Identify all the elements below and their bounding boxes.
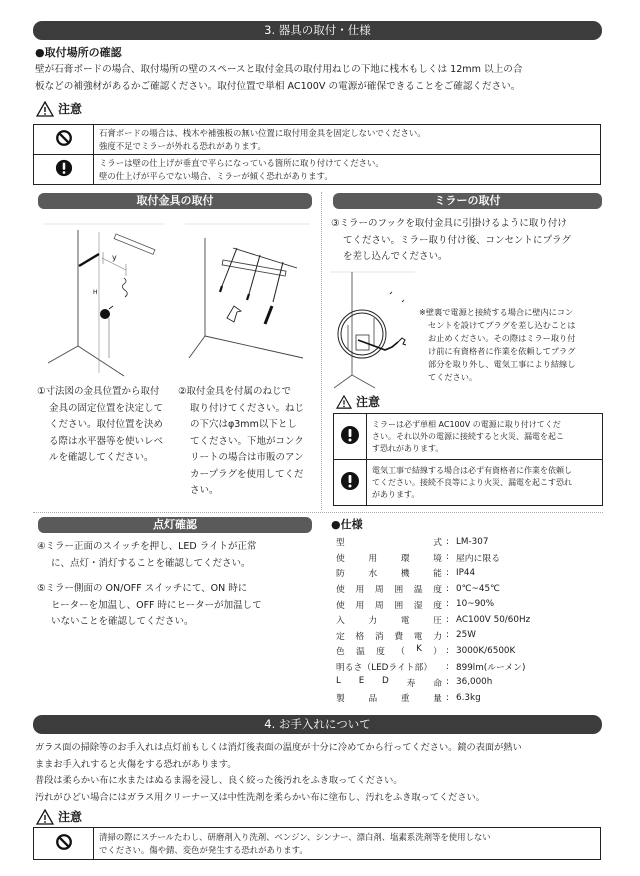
caution-line: す恐れがあります。 [372, 443, 444, 453]
caution-icon-cell [34, 155, 94, 185]
caution-title: 注意 [58, 810, 83, 824]
note-line: け前に有資格者に作業を依頼してプラグ [428, 346, 576, 356]
caution-line: 石膏ボードの場合は、桟木や補強板の無い位置に取付用金具を固定しないでください。 [99, 128, 426, 138]
warning-triangle-icon [36, 809, 54, 825]
bracket-step-2 [178, 384, 323, 500]
caution-text [94, 155, 601, 185]
note-line: セントを設けてプラグを差し込むことは [428, 320, 576, 330]
caution-row [34, 155, 601, 185]
spec-key-char: 囲 [394, 585, 404, 596]
spec-key-char: 定 [336, 631, 345, 642]
spec-row [336, 643, 606, 659]
spec-key-char: 水 [368, 569, 378, 580]
spec-value: IP44 [456, 567, 476, 578]
location-check-heading: ●取付場所の確認 [35, 46, 122, 59]
spec-key-char: 周 [374, 600, 384, 611]
spec-row [336, 612, 606, 628]
dimension-y-label: y [112, 253, 117, 262]
caution-text [367, 460, 603, 506]
step-line: ③ミラーのフックを取付金具に引掛けるように取り付け [331, 218, 567, 229]
spec-key-char: 温 [413, 585, 423, 596]
spec-key-char: 用 [368, 553, 378, 564]
prohibition-icon [55, 129, 73, 147]
spec-key-char: 式 [433, 538, 442, 549]
dimension-h-label: H [93, 289, 98, 296]
caution-line: ミラーは必ず単相 AC100V の電源に取り付けてくだ [372, 419, 561, 429]
spec-key [336, 676, 446, 689]
caution-line: ミラーは壁の仕上げが垂直で平らになっている箇所に取り付けてください。 [99, 158, 384, 168]
spec-key-char: 寿 [406, 678, 416, 689]
spec-row [336, 628, 606, 644]
step-line: ください。取付位置を決め [49, 419, 164, 430]
note-line: ※壁裏で電源と接続する場合に壁内にコン [419, 307, 574, 317]
location-check-line: 板などの補強材があるかご確認ください。取付位置で単相 AC100V の電源が確保できることをご確認ください。 [35, 81, 521, 92]
spec-key [336, 535, 446, 548]
caution-text [367, 414, 603, 460]
mirror-title-bar [333, 193, 602, 209]
note-line: お止めください。その際はミラー取り付 [428, 333, 576, 343]
spec-key-char: 力 [433, 631, 442, 642]
caution-row [34, 828, 601, 860]
note-line: 部分を取り外し、電気工事により結線し [428, 359, 576, 369]
spec-key-char: 力 [368, 616, 378, 627]
spec-value: LM-307 [456, 536, 489, 547]
mirror-plug-illustration [330, 270, 420, 392]
step-line: ⑤ミラー側面の ON/OFF スイッチにて、ON 時に [37, 583, 248, 594]
spec-row [336, 674, 606, 690]
spec-key-char: K [416, 644, 422, 655]
note-line: てください。 [428, 372, 478, 382]
mandatory-icon [340, 425, 360, 445]
spec-key-char: 色 [336, 647, 345, 658]
spec-key-char: 湿 [413, 600, 423, 611]
spec-colon: : [446, 536, 449, 547]
spec-colon: : [446, 661, 449, 672]
spec-key [336, 644, 446, 657]
spec-row [336, 550, 606, 566]
step-line: ルを確認してください。 [49, 452, 154, 463]
spec-colon: : [446, 583, 449, 594]
care-line: 汚れがひどい場合にはガラス用クリーナー又は中性洗剤を柔らかい布に塗布し、汚れをふき取ってください。 [35, 791, 485, 803]
step-line: を差し込んでください。 [343, 251, 448, 262]
spec-colon: : [446, 645, 449, 656]
location-check-line: 壁が石膏ボードの場合、取付場所の壁のスペースと取付金具の取付用ねじの下地に桟木もしくは 12mm 以上の合 [35, 64, 523, 75]
spec-row [336, 596, 606, 612]
spec-key-char: 消 [374, 631, 384, 642]
step-line: ②取付金具を付属のねじで [178, 386, 292, 397]
bracket-title: 取付金具の取付 [136, 194, 214, 207]
spec-value: 36,000h [456, 677, 493, 688]
step-line: る際は水平器等を使いレベ [49, 435, 164, 447]
spec-value: 屋内に限る [456, 553, 500, 564]
caution-title: 注意 [58, 102, 83, 116]
caution-line: でください。傷や錆、変色が発生する恐れがあります。 [99, 844, 308, 855]
warning-triangle-icon [36, 101, 54, 117]
spec-key-char: D [382, 675, 389, 686]
specs-table [336, 534, 606, 706]
spec-key-char: 使 [336, 600, 345, 611]
bracket-step-1 [37, 384, 177, 467]
mandatory-icon [55, 159, 73, 177]
step-line: てください。下地がコンク [190, 435, 304, 447]
spec-row [336, 565, 606, 581]
lighting-title-bar [38, 517, 312, 533]
caution-icon-cell [34, 828, 94, 860]
caution-text [94, 125, 601, 155]
spec-key-char: 命 [433, 678, 442, 689]
caution-line: 強度不足でミラーが外れる恐れがあります。 [99, 140, 266, 151]
care-text [35, 740, 615, 806]
section3-title-bar [33, 21, 602, 40]
caution-row [334, 414, 603, 460]
spec-key-char: 囲 [394, 600, 404, 611]
care-line: ガラス面の掃除等のお手入れは点灯前もしくは消灯後表面の温度が十分に冷めてから行ってください。鏡の表面が熱い [35, 742, 522, 753]
spec-colon: : [446, 630, 449, 641]
caution-row [334, 460, 603, 506]
caution-text [94, 828, 601, 860]
spec-key [336, 660, 446, 673]
spec-key-char: 使 [336, 553, 345, 564]
spec-key-char: 用 [355, 600, 365, 611]
spec-value: 0℃~45℃ [456, 583, 500, 594]
section4-title-bar [33, 715, 602, 734]
spec-key-char: L [336, 675, 341, 686]
spec-key-char: 能 [433, 569, 442, 580]
prohibition-icon [55, 833, 73, 851]
spec-key-char: 度 [433, 585, 442, 596]
bracket-dimension-illustration [44, 218, 174, 378]
spec-colon: : [446, 614, 449, 625]
step-line: 取り付けてください。ねじ [190, 402, 305, 414]
spec-key [336, 629, 446, 642]
step-line: ④ミラー正面のスイッチを押し、LED ライトが正常 [37, 541, 257, 552]
care-caution-table [33, 827, 601, 860]
spec-value: 10~90% [456, 599, 495, 610]
spec-colon: : [446, 599, 449, 610]
mirror-wall-note [419, 306, 614, 384]
spec-key-char: 温 [356, 647, 365, 658]
mandatory-icon [340, 471, 360, 491]
spec-key [336, 582, 446, 595]
caution-line: 壁の仕上げが平らでない場合、ミラーが傾く恐れがあります。 [99, 170, 333, 181]
spec-key-char: 明るさ（LEDライト部） [336, 663, 433, 674]
spec-key-char: 格 [355, 631, 365, 642]
caution-icon-cell [334, 414, 367, 460]
caution-heading [36, 100, 82, 117]
bracket-title-bar [38, 193, 312, 209]
spec-key-char: 重 [400, 694, 410, 705]
spec-key-char: 電 [413, 631, 423, 642]
spec-key-char: 費 [394, 631, 404, 642]
specs-heading: ●仕様 [331, 518, 363, 531]
spec-value: 3000K/6500K [456, 645, 516, 656]
lighting-step-5 [37, 581, 322, 631]
step-line: に、点灯・消灯することを確認してください。 [51, 557, 251, 569]
step-line: リートの場合は市販のアン [190, 452, 304, 463]
spec-key-char: 防 [336, 569, 345, 580]
spec-key [336, 613, 446, 626]
caution-line: 清掃の際にスチールたわし、研磨剤入り洗剤、ベンジン、シンナー、漂白剤、塩素系洗剤等を使用しない [99, 832, 491, 842]
spec-colon: : [446, 677, 449, 688]
spec-key-char: 圧 [433, 616, 442, 627]
spec-colon: : [446, 567, 449, 578]
step-line: さい。 [190, 485, 219, 496]
spec-row [336, 659, 606, 675]
spec-key [336, 598, 446, 611]
caution-line: 電気工事で結線する場合は必ず有資格者に作業を依頼し [372, 465, 572, 475]
spec-key-char: 使 [336, 585, 345, 596]
spec-key-char: 用 [355, 585, 365, 596]
section4-title: 4. お手入れについて [264, 717, 371, 731]
caution-line: てください。接続不良等により火災、漏電を起こす恐れ [372, 477, 572, 487]
section-divider [33, 512, 603, 513]
spec-key-char: 度 [376, 647, 385, 658]
spec-key [336, 551, 446, 564]
step-line: カープラグを使用してくだ [190, 468, 304, 480]
caution-line: さい。それ以外の電源に接続すると火災、漏電を起こ [372, 431, 564, 441]
spec-key-char: 電 [400, 616, 410, 627]
step-line: ①寸法図の金具位置から取付 [37, 386, 160, 397]
spec-key-char: 機 [400, 569, 410, 580]
spec-key-char: （ [396, 647, 405, 658]
caution-title: 注意 [356, 395, 381, 409]
caution-icon-cell [334, 460, 367, 506]
spec-colon: : [446, 692, 449, 703]
spec-row [336, 690, 606, 706]
spec-value: 6.3kg [456, 692, 481, 703]
caution-row [34, 125, 601, 155]
care-line: ままお手入れすると火傷をする恐れがあります。 [35, 758, 237, 770]
step-line: ヒーターを加温し、OFF 時にヒーターが加温して [51, 599, 262, 611]
location-check-text [35, 61, 615, 95]
spec-key-char: 入 [336, 616, 345, 627]
mirror-step-3 [331, 216, 611, 266]
spec-key [336, 691, 446, 704]
spec-key-char: 型 [336, 538, 345, 549]
spec-key-char: 度 [433, 600, 442, 611]
spec-colon: : [446, 552, 449, 563]
spec-row [336, 581, 606, 597]
mirror-caution-heading [336, 393, 380, 410]
step-line: 金具の固定位置を決定して [49, 402, 164, 414]
mirror-title: ミラーの取付 [434, 194, 501, 207]
spec-value: 899lm(ルーメン) [456, 663, 526, 674]
caution-table [33, 124, 601, 185]
spec-key-char: 製 [336, 694, 345, 705]
spec-key-char: 境 [433, 553, 442, 564]
lighting-title: 点灯確認 [153, 518, 197, 531]
step-line: いないことを確認してください。 [51, 616, 194, 627]
mirror-caution-table [333, 413, 603, 506]
warning-triangle-icon [336, 395, 352, 409]
spec-row [336, 534, 606, 550]
step-line: の下穴はφ3mm以下とし [190, 419, 297, 430]
step-line: てください。ミラー取り付け後、コンセントにプラグ [343, 234, 572, 246]
spec-key-char: ） [433, 647, 442, 658]
care-caution-heading [36, 808, 82, 825]
care-line: 普段は柔らかい布に水またはぬるま湯を浸し、良く絞った後汚れをふき取ってください。 [35, 775, 403, 786]
spec-key-char: 量 [433, 694, 442, 705]
caution-icon-cell [34, 125, 94, 155]
spec-key-char: E [358, 675, 365, 686]
lighting-step-4 [37, 539, 322, 572]
spec-key-char: 品 [368, 694, 378, 705]
spec-value: 25W [456, 630, 476, 641]
caution-line: があります。 [372, 489, 420, 499]
section3-title: 3. 器具の取付・仕様 [264, 23, 371, 37]
spec-key-char: 周 [374, 585, 384, 596]
spec-key-char: 環 [400, 553, 410, 564]
spec-key [336, 566, 446, 579]
spec-value: AC100V 50/60Hz [456, 614, 531, 625]
bracket-screw-illustration [185, 218, 315, 378]
